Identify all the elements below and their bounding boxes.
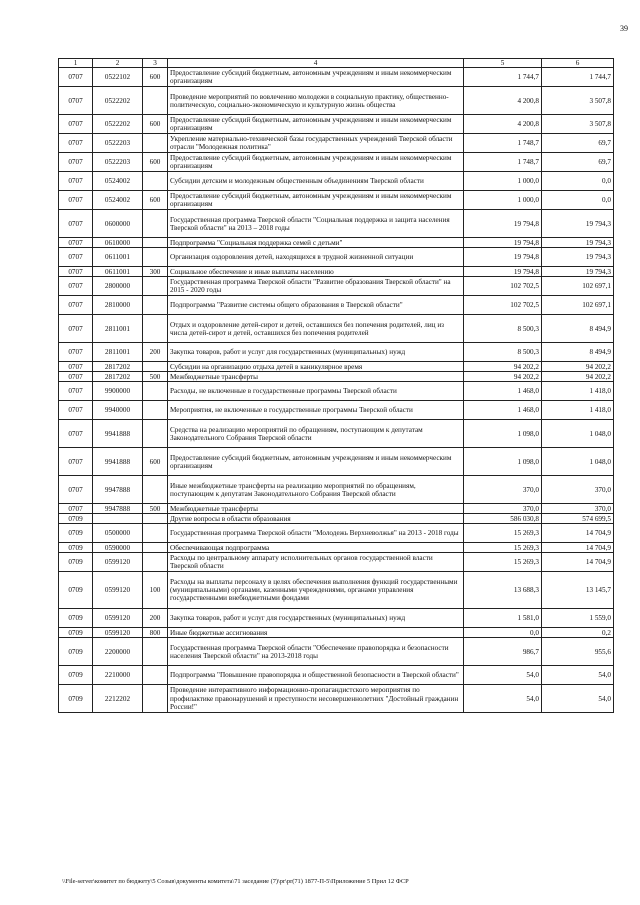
cell-target-article: 2800000: [93, 277, 143, 296]
cell-expense-type: [143, 134, 168, 153]
cell-section-code: 0707: [59, 267, 93, 277]
cell-amount-executed: 574 699,5: [542, 514, 614, 524]
cell-description: Отдых и оздоровление детей-сирот и детей, оставшихся без попечения родителей, лиц из числа детей-сирот и детей, оставшихся без попечения родителей: [168, 315, 464, 343]
cell-description: Предоставление субсидий бюджетным, автономным учреждениям и иным некоммерческим организациям: [168, 115, 464, 134]
cell-section-code: 0709: [59, 666, 93, 685]
cell-amount-planned: 19 794,8: [464, 238, 542, 248]
cell-expense-type: 800: [143, 628, 168, 638]
cell-amount-executed: 94 202,2: [542, 372, 614, 382]
cell-description: Государственная программа Тверской области "Развитие образования Тверской области" на 2015 - 2020 годы: [168, 277, 464, 296]
cell-description: Расходы по центральному аппарату исполнительных органов государственной власти Тверской области: [168, 553, 464, 572]
cell-amount-executed: 69,7: [542, 134, 614, 153]
cell-amount-executed: 1 418,0: [542, 382, 614, 401]
cell-section-code: 0709: [59, 685, 93, 713]
cell-amount-executed: 8 494,9: [542, 315, 614, 343]
cell-target-article: 0524002: [93, 191, 143, 210]
cell-description: Государственная программа Тверской области "Обеспечение правопорядка и безопасности населения Тверской области" на 2013-2018 годы: [168, 638, 464, 666]
table-row: [59, 543, 614, 553]
cell-target-article: 9940000: [93, 401, 143, 420]
cell-section-code: 0707: [59, 315, 93, 343]
cell-amount-executed: 102 697,1: [542, 277, 614, 296]
cell-amount-planned: 1 748,7: [464, 134, 542, 153]
table-row: [59, 238, 614, 248]
cell-amount-planned: 1 748,7: [464, 153, 542, 172]
cell-target-article: 0522202: [93, 87, 143, 115]
table-row: [59, 382, 614, 401]
cell-amount-planned: 19 794,8: [464, 210, 542, 238]
cell-section-code: 0709: [59, 543, 93, 553]
cell-expense-type: [143, 524, 168, 543]
column-header-expense-type: 3: [143, 59, 168, 68]
cell-amount-executed: 1 559,0: [542, 609, 614, 628]
cell-amount-planned: 54,0: [464, 685, 542, 713]
cell-target-article: 2810000: [93, 296, 143, 315]
cell-amount-planned: 370,0: [464, 476, 542, 504]
cell-target-article: 0599120: [93, 609, 143, 628]
table-row: [59, 609, 614, 628]
cell-description: Межбюджетные трансферты: [168, 372, 464, 382]
cell-amount-planned: 1 000,0: [464, 191, 542, 210]
cell-target-article: 9947888: [93, 476, 143, 504]
table-row: [59, 277, 614, 296]
cell-description: Предоставление субсидий бюджетным, автономным учреждениям и иным некоммерческим организациям: [168, 68, 464, 87]
cell-description: Укрепление материально-технической базы государственных учреждений Тверской области отрасли "Молодежная политика": [168, 134, 464, 153]
cell-section-code: 0709: [59, 638, 93, 666]
cell-description: Государственная программа Тверской области "Социальная поддержка и защита населения Тверской области" на 2013 – 2018 годы: [168, 210, 464, 238]
cell-amount-planned: 102 702,5: [464, 277, 542, 296]
cell-expense-type: 200: [143, 609, 168, 628]
table-row: [59, 553, 614, 572]
cell-expense-type: [143, 362, 168, 372]
budget-table: [58, 58, 614, 713]
cell-amount-executed: 0,2: [542, 628, 614, 638]
table-row: [59, 514, 614, 524]
table-row: [59, 87, 614, 115]
cell-amount-planned: 15 269,3: [464, 543, 542, 553]
cell-target-article: 2817202: [93, 362, 143, 372]
table-row: [59, 172, 614, 191]
cell-expense-type: [143, 277, 168, 296]
cell-section-code: 0707: [59, 401, 93, 420]
cell-amount-planned: 54,0: [464, 666, 542, 685]
cell-amount-planned: 586 030,8: [464, 514, 542, 524]
cell-target-article: 0590000: [93, 543, 143, 553]
column-header-target-article: 2: [93, 59, 143, 68]
cell-section-code: 0707: [59, 448, 93, 476]
cell-section-code: 0709: [59, 524, 93, 543]
cell-expense-type: [143, 685, 168, 713]
cell-description: Предоставление субсидий бюджетным, автономным учреждениям и иным некоммерческим организациям: [168, 191, 464, 210]
cell-expense-type: [143, 420, 168, 448]
cell-section-code: 0707: [59, 191, 93, 210]
table-row: [59, 628, 614, 638]
cell-description: Проведение интерактивного информационно-пропагандистского мероприятия по профилактике правонарушений и преступности несовершеннолетних "Достойный гражданин России!": [168, 685, 464, 713]
cell-amount-planned: 1 468,0: [464, 401, 542, 420]
cell-amount-executed: 54,0: [542, 666, 614, 685]
table-row: [59, 134, 614, 153]
cell-section-code: 0707: [59, 343, 93, 362]
cell-amount-planned: 1 098,0: [464, 420, 542, 448]
cell-description: Закупка товаров, работ и услуг для государственных (муниципальных) нужд: [168, 609, 464, 628]
table-row: [59, 315, 614, 343]
cell-expense-type: 500: [143, 504, 168, 514]
cell-target-article: 2210000: [93, 666, 143, 685]
cell-target-article: 9947888: [93, 504, 143, 514]
cell-description: Организация оздоровления детей, находящихся в трудной жизненной ситуации: [168, 248, 464, 267]
table-row: [59, 504, 614, 514]
cell-description: Подпрограмма "Повышение правопорядка и общественной безопасности в Тверской области": [168, 666, 464, 685]
cell-amount-executed: 94 202,2: [542, 362, 614, 372]
cell-amount-planned: 1 000,0: [464, 172, 542, 191]
cell-expense-type: [143, 553, 168, 572]
cell-amount-executed: 14 704,9: [542, 524, 614, 543]
cell-expense-type: [143, 401, 168, 420]
cell-description: Предоставление субсидий бюджетным, автономным учреждениям и иным некоммерческим организациям: [168, 448, 464, 476]
cell-target-article: 2811001: [93, 343, 143, 362]
cell-amount-planned: 1 581,0: [464, 609, 542, 628]
table-row: [59, 153, 614, 172]
cell-expense-type: [143, 238, 168, 248]
column-header-description: 4: [168, 59, 464, 68]
cell-amount-executed: 1 418,0: [542, 401, 614, 420]
cell-target-article: 0611001: [93, 267, 143, 277]
file-path-footer: \\File-server\комитет по бюджету\5 Созыв\документы комитета\71 заседание (7)\pr\pr(71) 1877-П-5\Приложение 5 Прил 12 ФСР: [62, 878, 409, 885]
cell-target-article: 0600000: [93, 210, 143, 238]
page-number: 39: [620, 24, 628, 33]
cell-amount-planned: 1 468,0: [464, 382, 542, 401]
cell-amount-planned: 1 744,7: [464, 68, 542, 87]
cell-amount-planned: 15 269,3: [464, 553, 542, 572]
cell-section-code: 0707: [59, 115, 93, 134]
cell-amount-planned: 102 702,5: [464, 296, 542, 315]
table-row: [59, 448, 614, 476]
table-row: [59, 210, 614, 238]
cell-section-code: 0707: [59, 68, 93, 87]
cell-section-code: 0707: [59, 248, 93, 267]
cell-description: Государственная программа Тверской области "Молодежь Верхневолжья" на 2013 - 2018 годы: [168, 524, 464, 543]
cell-expense-type: 200: [143, 343, 168, 362]
cell-amount-executed: 19 794,3: [542, 238, 614, 248]
cell-target-article: 9941888: [93, 448, 143, 476]
cell-section-code: 0707: [59, 87, 93, 115]
cell-description: Подпрограмма "Социальная поддержка семей с детьми": [168, 238, 464, 248]
cell-expense-type: [143, 248, 168, 267]
cell-amount-executed: 0,0: [542, 172, 614, 191]
cell-target-article: 0522102: [93, 68, 143, 87]
column-header-section: 1: [59, 59, 93, 68]
cell-section-code: 0709: [59, 609, 93, 628]
cell-amount-executed: 54,0: [542, 685, 614, 713]
cell-amount-executed: 13 145,7: [542, 572, 614, 609]
cell-amount-executed: 1 744,7: [542, 68, 614, 87]
cell-expense-type: 100: [143, 572, 168, 609]
table-row: [59, 115, 614, 134]
cell-section-code: 0707: [59, 382, 93, 401]
cell-amount-planned: 19 794,8: [464, 267, 542, 277]
cell-target-article: [93, 514, 143, 524]
table-row: [59, 343, 614, 362]
table-row: [59, 420, 614, 448]
cell-amount-planned: 15 269,3: [464, 524, 542, 543]
table-row: [59, 638, 614, 666]
table-row: [59, 296, 614, 315]
cell-amount-executed: 14 704,9: [542, 543, 614, 553]
cell-section-code: 0709: [59, 514, 93, 524]
cell-target-article: 9900000: [93, 382, 143, 401]
column-header-amount-plan: 5: [464, 59, 542, 68]
table-row: [59, 666, 614, 685]
cell-amount-executed: 102 697,1: [542, 296, 614, 315]
cell-section-code: 0707: [59, 420, 93, 448]
table-row: [59, 524, 614, 543]
cell-amount-executed: 955,6: [542, 638, 614, 666]
cell-amount-executed: 3 507,8: [542, 115, 614, 134]
cell-section-code: 0707: [59, 153, 93, 172]
cell-target-article: 0610000: [93, 238, 143, 248]
cell-target-article: 0524002: [93, 172, 143, 191]
cell-amount-executed: 14 704,9: [542, 553, 614, 572]
cell-amount-executed: 8 494,9: [542, 343, 614, 362]
cell-amount-executed: 370,0: [542, 504, 614, 514]
cell-expense-type: [143, 638, 168, 666]
cell-amount-planned: 94 202,2: [464, 372, 542, 382]
cell-amount-planned: 4 200,8: [464, 115, 542, 134]
cell-section-code: 0707: [59, 476, 93, 504]
cell-target-article: 0599120: [93, 628, 143, 638]
cell-expense-type: [143, 514, 168, 524]
cell-description: Средства на реализацию мероприятий по обращениям, поступающим к депутатам Законодательного Собрания Тверской области: [168, 420, 464, 448]
cell-amount-executed: 69,7: [542, 153, 614, 172]
cell-amount-planned: 8 500,3: [464, 315, 542, 343]
cell-section-code: 0707: [59, 372, 93, 382]
cell-expense-type: [143, 87, 168, 115]
cell-expense-type: [143, 172, 168, 191]
cell-target-article: 0522203: [93, 134, 143, 153]
table-row: [59, 191, 614, 210]
cell-amount-executed: 3 507,8: [542, 87, 614, 115]
cell-expense-type: [143, 666, 168, 685]
cell-expense-type: 600: [143, 115, 168, 134]
cell-amount-planned: 94 202,2: [464, 362, 542, 372]
cell-amount-executed: 19 794,3: [542, 248, 614, 267]
table-row: [59, 401, 614, 420]
cell-description: Предоставление субсидий бюджетным, автономным учреждениям и иным некоммерческим организациям: [168, 153, 464, 172]
cell-amount-planned: 8 500,3: [464, 343, 542, 362]
cell-description: Мероприятия, не включенные в государственные программы Тверской области: [168, 401, 464, 420]
cell-amount-executed: 1 048,0: [542, 420, 614, 448]
cell-target-article: 9941888: [93, 420, 143, 448]
table-row: [59, 476, 614, 504]
cell-target-article: 0599120: [93, 572, 143, 609]
cell-amount-planned: 370,0: [464, 504, 542, 514]
cell-expense-type: 300: [143, 267, 168, 277]
table-row: [59, 685, 614, 713]
cell-expense-type: 500: [143, 372, 168, 382]
table-row: [59, 68, 614, 87]
cell-expense-type: [143, 382, 168, 401]
cell-expense-type: [143, 210, 168, 238]
cell-target-article: 2212202: [93, 685, 143, 713]
table-row: [59, 572, 614, 609]
cell-expense-type: 600: [143, 448, 168, 476]
cell-expense-type: 600: [143, 153, 168, 172]
cell-amount-planned: 0,0: [464, 628, 542, 638]
cell-section-code: 0707: [59, 172, 93, 191]
cell-amount-planned: 986,7: [464, 638, 542, 666]
table-row: [59, 248, 614, 267]
cell-amount-executed: 1 048,0: [542, 448, 614, 476]
cell-section-code: 0707: [59, 504, 93, 514]
cell-section-code: 0709: [59, 572, 93, 609]
cell-section-code: 0709: [59, 628, 93, 638]
cell-description: Закупка товаров, работ и услуг для государственных (муниципальных) нужд: [168, 343, 464, 362]
cell-description: Расходы на выплаты персоналу в целях обеспечения выполнения функций государственными (муниципальными) органами, казенными учреждениями, органами управления государственными внебюджетными фондами: [168, 572, 464, 609]
cell-expense-type: [143, 315, 168, 343]
cell-amount-planned: 4 200,8: [464, 87, 542, 115]
cell-section-code: 0707: [59, 362, 93, 372]
cell-section-code: 0707: [59, 210, 93, 238]
cell-section-code: 0707: [59, 134, 93, 153]
table-header-row: [59, 59, 614, 68]
cell-target-article: 0611001: [93, 248, 143, 267]
cell-target-article: 0500000: [93, 524, 143, 543]
table-row: [59, 267, 614, 277]
cell-expense-type: [143, 543, 168, 553]
cell-amount-planned: 13 688,3: [464, 572, 542, 609]
cell-description: Иные межбюджетные трансферты на реализацию мероприятий по обращениям, поступающим к депутатам Законодательного Собрания Тверской области: [168, 476, 464, 504]
cell-amount-executed: 19 794,3: [542, 267, 614, 277]
column-header-amount-actual: 6: [542, 59, 614, 68]
cell-description: Субсидии детским и молодежным общественным объединениям Тверской области: [168, 172, 464, 191]
table-row: [59, 372, 614, 382]
cell-section-code: 0707: [59, 296, 93, 315]
cell-amount-executed: 19 794,3: [542, 210, 614, 238]
cell-description: Другие вопросы в области образования: [168, 514, 464, 524]
cell-description: Обеспечивающая подпрограмма: [168, 543, 464, 553]
cell-description: Расходы, не включенные в государственные программы Тверской области: [168, 382, 464, 401]
cell-expense-type: [143, 476, 168, 504]
table-row: [59, 362, 614, 372]
cell-amount-planned: 19 794,8: [464, 248, 542, 267]
cell-target-article: 0599120: [93, 553, 143, 572]
cell-description: Субсидии на организацию отдыха детей в каникулярное время: [168, 362, 464, 372]
cell-description: Иные бюджетные ассигнования: [168, 628, 464, 638]
cell-expense-type: 600: [143, 68, 168, 87]
cell-description: Социальное обеспечение и иные выплаты населению: [168, 267, 464, 277]
cell-target-article: 0522202: [93, 115, 143, 134]
cell-section-code: 0707: [59, 238, 93, 248]
cell-amount-executed: 370,0: [542, 476, 614, 504]
cell-target-article: 2811001: [93, 315, 143, 343]
cell-expense-type: 600: [143, 191, 168, 210]
cell-expense-type: [143, 296, 168, 315]
cell-section-code: 0709: [59, 553, 93, 572]
cell-description: Межбюджетные трансферты: [168, 504, 464, 514]
cell-section-code: 0707: [59, 277, 93, 296]
cell-target-article: 0522203: [93, 153, 143, 172]
cell-target-article: 2817202: [93, 372, 143, 382]
cell-target-article: 2200000: [93, 638, 143, 666]
cell-description: Подпрограмма "Развитие системы общего образования в Тверской области": [168, 296, 464, 315]
cell-amount-executed: 0,0: [542, 191, 614, 210]
cell-amount-planned: 1 098,0: [464, 448, 542, 476]
cell-description: Проведение мероприятий по вовлечению молодежи в социальную практику, общественно-политическую, социально-экономическую и культурную жизнь общества: [168, 87, 464, 115]
